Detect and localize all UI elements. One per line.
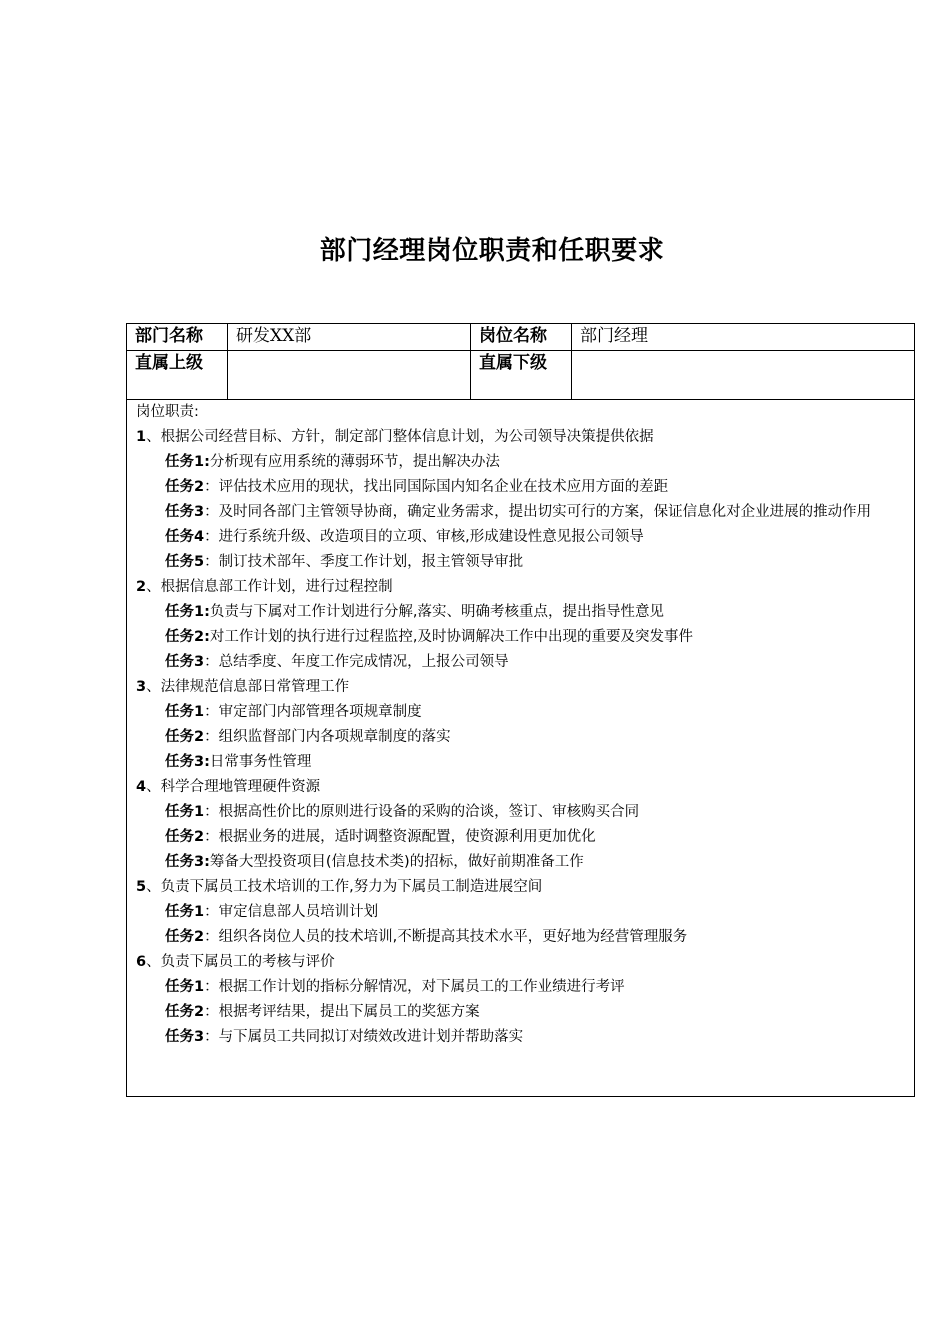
task-item	[136, 750, 914, 775]
task-label: 任务3	[165, 1029, 205, 1045]
section-number: 4	[136, 779, 147, 795]
task-text: ：进行系统升级、改造项目的立项、审核,形成建设性意见报公司领导	[204, 529, 644, 545]
direct-superior-label: 直属上级	[127, 351, 228, 400]
task-text: 对工作计划的执行进行过程监控,及时协调解决工作中出现的重要及突发事件	[209, 629, 693, 645]
task-text: 负责与下属对工作计划进行分解,落实、明确考核重点，提出指导性意见	[209, 604, 664, 620]
task-text: ：审定部门内部管理各项规章制度	[204, 704, 422, 720]
task-label: 任务2	[165, 729, 205, 745]
task-text: ：审定信息部人员培训计划	[204, 904, 379, 920]
task-label: 任务4	[165, 529, 205, 545]
section-title-text: 、负责下属员工技术培训的工作,努力为下属员工制造进展空间	[146, 879, 543, 895]
task-label: 任务1	[165, 704, 205, 720]
task-item	[136, 625, 914, 650]
task-text: 分析现有应用系统的薄弱环节，提出解决办法	[209, 454, 500, 470]
task-label: 任务3	[165, 654, 205, 670]
section-title-text: 、法律规范信息部日常管理工作	[146, 679, 350, 695]
direct-superior-value	[228, 351, 471, 400]
task-item	[136, 725, 914, 750]
task-label: 任务1:	[165, 454, 210, 470]
task-item	[136, 450, 914, 475]
task-text: ：根据工作计划的指标分解情况，对下属员工的工作业绩进行考评	[204, 979, 625, 995]
task-text: ：与下属员工共同拟订对绩效改进计划并帮助落实	[204, 1029, 524, 1045]
task-text: ：评估技术应用的现状，找出同国际国内知名企业在技术应用方面的差距	[204, 479, 669, 495]
direct-subordinate-label: 直属下级	[471, 351, 572, 400]
task-item	[136, 1000, 914, 1025]
task-item	[136, 600, 914, 625]
task-text: ：组织各岗位人员的技术培训,不断提高其技术水平，更好地为经营管理服务	[204, 929, 688, 945]
task-item	[136, 900, 914, 925]
task-label: 任务2	[165, 1004, 205, 1020]
task-text: 筹备大型投资项目(信息技术类)的招标，做好前期准备工作	[209, 854, 584, 870]
section-title	[136, 425, 914, 450]
position-name-value: 部门经理	[572, 324, 915, 351]
task-item	[136, 825, 914, 850]
task-item	[136, 550, 914, 575]
section-number: 2	[136, 579, 147, 595]
task-label: 任务1	[165, 904, 205, 920]
task-item	[136, 700, 914, 725]
task-label: 任务1	[165, 804, 205, 820]
task-item	[136, 475, 914, 500]
section-title	[136, 775, 914, 800]
dept-name-label: 部门名称	[127, 324, 228, 351]
task-text: 日常事务性管理	[209, 754, 312, 770]
task-label: 任务2	[165, 929, 205, 945]
task-label: 任务2	[165, 829, 205, 845]
duties-label: 岗位职责:	[136, 404, 199, 420]
direct-subordinate-value	[572, 351, 915, 400]
task-label: 任务2	[165, 479, 205, 495]
dept-name-value: 研发XX部	[228, 324, 471, 351]
job-info-table	[126, 323, 915, 1097]
task-label: 任务3	[165, 504, 205, 520]
duties-cell	[127, 400, 915, 1097]
task-label: 任务5	[165, 554, 205, 570]
task-item	[136, 1025, 914, 1050]
task-label: 任务1	[165, 979, 205, 995]
task-item	[136, 925, 914, 950]
task-text: ：及时同各部门主管领导协商，确定业务需求，提出切实可行的方案，保证信息化对企业进展的推动作用	[204, 504, 872, 520]
task-item	[136, 525, 914, 550]
section-number: 3	[136, 679, 147, 695]
section-number: 1	[136, 429, 147, 445]
section-title	[136, 575, 914, 600]
section-title-text: 、负责下属员工的考核与评价	[146, 954, 335, 970]
task-label: 任务3:	[165, 754, 210, 770]
task-text: ：根据高性价比的原则进行设备的采购的洽谈，签订、审核购买合同	[204, 804, 640, 820]
table-row	[127, 351, 915, 400]
task-item	[136, 500, 914, 525]
position-name-label: 岗位名称	[471, 324, 572, 351]
section-number: 6	[136, 954, 147, 970]
section-title	[136, 675, 914, 700]
task-item	[136, 975, 914, 1000]
section-title-text: 、科学合理地管理硬件资源	[146, 779, 321, 795]
section-number: 5	[136, 879, 147, 895]
task-text: ：组织监督部门内各项规章制度的落实	[204, 729, 451, 745]
task-text: ：根据业务的进展，适时调整资源配置，使资源利用更加优化	[204, 829, 596, 845]
task-item	[136, 650, 914, 675]
task-item	[136, 850, 914, 875]
task-text: ：制订技术部年、季度工作计划，报主管领导审批	[204, 554, 524, 570]
task-text: ：总结季度、年度工作完成情况，上报公司领导	[204, 654, 509, 670]
section-title-text: 、根据公司经营目标、方针，制定部门整体信息计划，为公司领导决策提供依据	[146, 429, 654, 445]
table-row	[127, 400, 915, 1097]
task-label: 任务2:	[165, 629, 210, 645]
table-row	[127, 324, 915, 351]
task-label: 任务1:	[165, 604, 210, 620]
duties-sections	[136, 425, 914, 1050]
section-title	[136, 950, 914, 975]
task-label: 任务3:	[165, 854, 210, 870]
section-title	[136, 875, 914, 900]
section-title-text: 、根据信息部工作计划，进行过程控制	[146, 579, 393, 595]
task-item	[136, 800, 914, 825]
task-text: ：根据考评结果，提出下属员工的奖惩方案	[204, 1004, 480, 1020]
document-title: 部门经理岗位职责和任职要求	[319, 236, 665, 266]
